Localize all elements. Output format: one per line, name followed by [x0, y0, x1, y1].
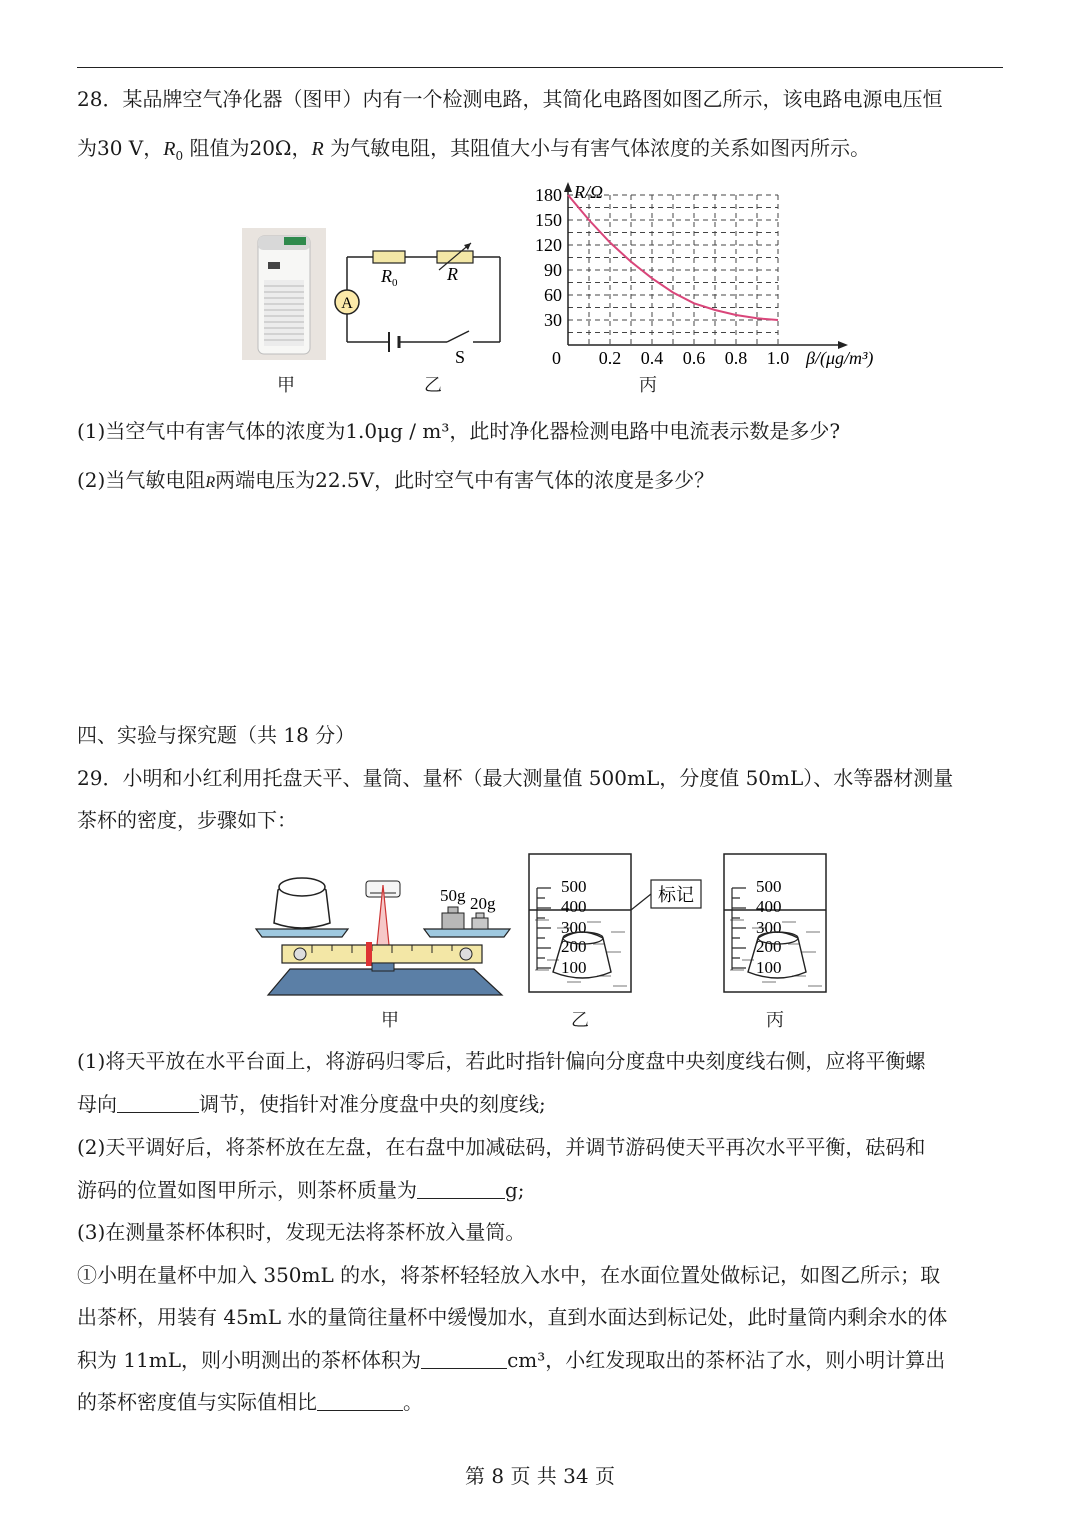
cup-mark-100: 100 — [561, 958, 587, 977]
r-label: R — [447, 264, 458, 284]
q29-step1-line2: 母向 调节，使指针对准分度盘中央的刻度线; — [77, 1092, 546, 1116]
q29-caption-yi: 乙 — [571, 1010, 589, 1031]
q29-caption-bing: 丙 — [766, 1010, 784, 1031]
q28-caption-yi: 乙 — [424, 375, 442, 396]
x-axis-label: β/(μg/m³) — [806, 348, 874, 368]
answer-blank-direction[interactable] — [117, 1092, 199, 1113]
q29-step2-line1: (2)天平调好后，将茶杯放在左盘，在右盘中加减砝码，并调节游码使天平再次水平平衡，砝码和 — [77, 1135, 926, 1159]
x-tick-label: 0.6 — [682, 348, 706, 368]
weight-20g-label: 20g — [470, 894, 496, 913]
q29-line1: 29．小明和小红利用托盘天平、量筒、量杯（最大测量值 500mL，分度值 50mL）、水等器材测量 — [77, 766, 954, 790]
ammeter-label: A — [341, 295, 353, 312]
switch-label: S — [455, 347, 466, 367]
q28-sub1: (1)当空气中有害气体的浓度为1.0μg / m³，此时净化器检测电路中电流表示数是多少? — [77, 419, 841, 443]
balance-figure — [252, 865, 512, 1001]
y-axis-arrow — [564, 182, 572, 192]
cup-mark-500: 500 — [561, 877, 587, 896]
q28-sub2: (2)当气敏电阻R两端电压为22.5V，此时空气中有害气体的浓度是多少？ — [77, 468, 715, 492]
x-tick-label: 0 — [552, 348, 561, 368]
q29-line2: 茶杯的密度，步骤如下： — [77, 808, 297, 832]
q29-step3: (3)在测量茶杯体积时，发现无法将茶杯放入量筒。 — [77, 1220, 526, 1244]
y-tick-label: 90 — [544, 260, 562, 280]
q28-line1: 28．某品牌空气净化器（图甲）内有一个检测电路，其简化电路图如图乙所示，该电路电源电压恒 — [77, 87, 943, 111]
q29-step4-line4: 的茶杯密度值与实际值相比 。 — [77, 1390, 423, 1414]
answer-blank-volume[interactable] — [421, 1348, 507, 1369]
q29-step4-line2: 出茶杯，用装有 45mL 水的量筒往量杯中缓慢加水，直到水面达到标记处，此时量筒内剩余水的体 — [77, 1305, 948, 1329]
y-axis-label: R/Ω — [574, 182, 604, 202]
q29-step4-line1: ①小明在量杯中加入 350mL 的水，将茶杯轻轻放入水中，在水面位置处做标记，如图乙所示；取 — [77, 1263, 941, 1287]
cup-mark-400: 400 — [561, 897, 587, 916]
circuit-diagram — [325, 240, 515, 365]
y-tick-label: 60 — [544, 285, 562, 305]
cup-mark-200: 200 — [561, 937, 587, 956]
x-tick-label: 0.4 — [640, 348, 664, 368]
resistance-concentration-chart — [512, 178, 874, 370]
q28-line2: 为30 V，$R_0$ 阻值为20Ω，R 为气敏电阻，其阻值大小与有害气体浓度的关系如图丙所示。 — [77, 136, 871, 163]
q29-caption-jia: 甲 — [381, 1010, 399, 1031]
measuring-cup-marked — [527, 852, 707, 996]
cup2-mark-300: 300 — [756, 918, 782, 937]
q28-caption-jia: 甲 — [277, 375, 295, 396]
cup-mark-300: 300 — [561, 918, 587, 937]
q28-caption-bing: 丙 — [639, 375, 657, 396]
cup2-mark-200: 200 — [756, 937, 782, 956]
x-tick-label: 0.2 — [598, 348, 622, 368]
section4-title: 四、实验与探究题（共 18 分） — [77, 723, 356, 747]
cup2-mark-400: 400 — [756, 897, 782, 916]
resistor-r0 — [373, 251, 405, 263]
q29-step2-line2: 游码的位置如图甲所示，则茶杯质量为 g; — [77, 1178, 525, 1202]
weight-50g-label: 50g — [440, 886, 466, 905]
x-tick-label: 0.8 — [724, 348, 748, 368]
cup2-mark-100: 100 — [756, 958, 782, 977]
answer-blank-mass[interactable] — [417, 1178, 505, 1199]
answer-blank-comparison[interactable] — [317, 1390, 403, 1411]
y-tick-label: 150 — [535, 210, 562, 230]
q29-step4-line3: 积为 11mL，则小明测出的茶杯体积为 cm³，小红发现取出的茶杯沾了水，则小明计算出 — [77, 1348, 946, 1372]
y-tick-label: 180 — [535, 185, 562, 205]
cup2-mark-500: 500 — [756, 877, 782, 896]
x-tick-label: 1.0 — [766, 348, 790, 368]
y-tick-label: 30 — [544, 310, 562, 330]
measuring-cup-refill — [722, 852, 828, 996]
header-rule — [77, 67, 1003, 68]
y-tick-label: 120 — [535, 235, 562, 255]
q29-step1-line1: (1)将天平放在水平台面上，将游码归零后，若此时指针偏向分度盘中央刻度线右侧，应将平衡螺 — [77, 1049, 926, 1073]
mark-label: 标记 — [658, 885, 694, 905]
air-purifier-image — [242, 228, 326, 360]
r0-label: $R_0$ — [381, 266, 398, 289]
page-footer: 第 8 页 共 34 页 — [465, 1464, 615, 1488]
